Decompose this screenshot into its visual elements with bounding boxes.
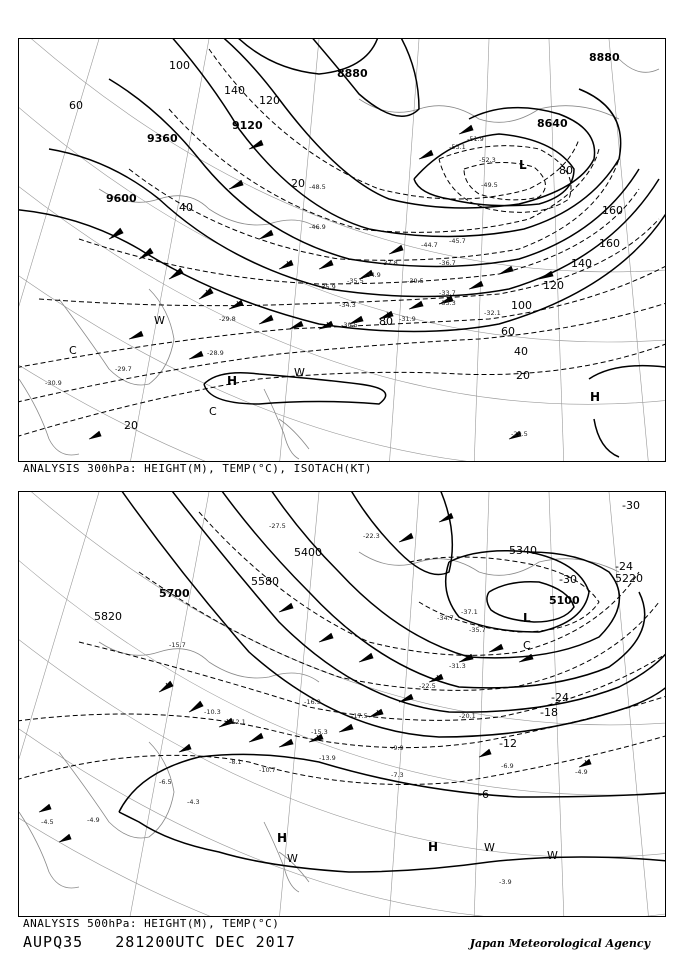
map-300hpa [19, 39, 665, 461]
temp-label: -8.1 [229, 758, 242, 766]
temp-label: -35.7 [469, 626, 486, 634]
temp-label: -29.5 [511, 430, 528, 438]
temp-observations-500 [41, 522, 588, 886]
temp-label: -22.3 [363, 532, 380, 540]
high-center: H [428, 840, 439, 854]
temp-label: -37.1 [461, 608, 478, 616]
temp-label: -6.5 [159, 778, 172, 786]
high-center: H [277, 831, 288, 845]
isotherm-label: -18 [540, 706, 558, 719]
temp-label: -30.9 [45, 379, 62, 387]
temp-label: -51.9 [467, 135, 484, 143]
isotach-label: 20 [291, 177, 305, 190]
graticule-latitude [19, 39, 665, 461]
temp-label: -4.9 [575, 768, 588, 776]
temp-label: -52.3 [479, 156, 496, 164]
temp-label: -4.9 [87, 816, 100, 824]
temp-label: -12.1 [229, 718, 246, 726]
height-label: 5580 [251, 575, 279, 588]
temp-label: -36.7 [439, 259, 456, 267]
temp-label: -15.3 [311, 728, 328, 736]
isotherm-label: -24 [615, 560, 633, 573]
temp-label: -22.5 [419, 682, 436, 690]
isotach-labels-300 [69, 59, 623, 432]
temp-label: -49.5 [481, 181, 498, 189]
temp-label: -46.9 [309, 223, 326, 231]
temp-label: -7.3 [391, 771, 404, 779]
temp-label: -10.3 [204, 708, 221, 716]
temp-label: -27.5 [269, 522, 286, 530]
high-center: H [227, 374, 238, 388]
temp-label: -44.7 [421, 241, 438, 249]
isotach-label: 20 [124, 419, 138, 432]
isotach-label: 160 [602, 204, 623, 217]
height-label: 5220 [615, 572, 643, 585]
chart-300hpa [18, 38, 666, 462]
temp-label: -48.5 [309, 183, 326, 191]
temp-label: -34.3 [339, 301, 356, 309]
height-label: 5700 [159, 587, 190, 600]
agency-name: Japan Meteorological Agency [469, 937, 650, 950]
temp-label: -6.9 [501, 762, 514, 770]
isotherm-label: -30 [559, 573, 577, 586]
temp-label: -10.7 [259, 766, 276, 774]
temp-label: -53.1 [449, 143, 466, 151]
temp-label: -4.3 [187, 798, 200, 806]
temp-label: -33.7 [439, 289, 456, 297]
bulletin-header [23, 933, 318, 951]
wind-barbs-300 [89, 125, 553, 439]
low-center: L [523, 611, 531, 625]
isotach-label: 140 [224, 84, 245, 97]
isotherm-label: -24 [551, 691, 569, 704]
cold-center: C [69, 344, 77, 357]
height-label: 5100 [549, 594, 580, 607]
warm-center: W [294, 366, 305, 379]
temp-label: -37.8 [381, 259, 398, 267]
temp-label: -30.5 [341, 321, 358, 329]
chart-500hpa [18, 491, 666, 917]
isotach-label: 100 [169, 59, 190, 72]
caption-500hpa: ANALYSIS 500hPa: HEIGHT(M), TEMP(°C) [23, 917, 280, 930]
temp-label: -3.9 [499, 878, 512, 886]
isotach-label: 40 [514, 345, 528, 358]
temp-label: -32.1 [484, 309, 501, 317]
isotach-label: 100 [511, 299, 532, 312]
temp-label: -34.9 [364, 271, 381, 279]
warm-center: W [547, 849, 558, 862]
isotach-label: 80 [559, 164, 573, 177]
height-contours-300 [19, 39, 665, 332]
temp-label: -16.9 [304, 698, 321, 706]
temp-label: -9.9 [391, 744, 404, 752]
high-center: H [590, 390, 601, 404]
low-center: L [519, 158, 527, 172]
warm-center: W [154, 314, 165, 327]
isotherm-labels-500 [478, 499, 640, 801]
temp-label: -29.8 [219, 315, 236, 323]
cold-center: C [209, 405, 217, 418]
height-label: 9600 [106, 192, 137, 205]
isotherm-label: -12 [499, 737, 517, 750]
temp-label: -4.5 [41, 818, 54, 826]
height-label: 5340 [509, 544, 537, 557]
temp-label: -15.7 [169, 641, 186, 649]
warm-center: W [287, 852, 298, 865]
isotach-label: 160 [599, 237, 620, 250]
temp-label: -31.9 [399, 315, 416, 323]
temp-label: -20.1 [459, 712, 476, 720]
isotach-label: 60 [501, 325, 515, 338]
isotach-label: 140 [571, 257, 592, 270]
temp-label: -28.9 [207, 349, 224, 357]
temp-label: -45.7 [449, 237, 466, 245]
isotach-label: 40 [179, 201, 193, 214]
caption-300hpa: ANALYSIS 300hPa: HEIGHT(M), TEMP(°C), ISOTACH(KT) [23, 462, 373, 475]
height-label: 8640 [537, 117, 568, 130]
temp-label: -34.7 [437, 614, 454, 622]
isotherm-label: -30 [622, 499, 640, 512]
isotherm-label: -6 [478, 788, 489, 801]
temp-label: -33.3 [439, 299, 456, 307]
height-label: 9120 [232, 119, 263, 132]
temp-label: -13.9 [319, 754, 336, 762]
isotach-label: 20 [516, 369, 530, 382]
height-label: 5820 [94, 610, 122, 623]
temp-label: -17.5 [351, 712, 368, 720]
warm-center: W [484, 841, 495, 854]
temp-label: -29.7 [115, 365, 132, 373]
map-500hpa [19, 492, 665, 916]
valid-time: 281200UTC DEC 2017 [115, 933, 296, 951]
isotach-label: 80 [379, 315, 393, 328]
height-label: 8880 [589, 51, 620, 64]
temp-label: -35.9 [319, 283, 336, 291]
isotach-label: 120 [259, 94, 280, 107]
high-contour-300 [204, 366, 665, 457]
isotachs-300 [19, 49, 665, 439]
cold-center: C [523, 639, 531, 652]
height-labels-300 [106, 51, 620, 205]
isotach-label: 120 [543, 279, 564, 292]
temp-label: -39.5 [407, 277, 424, 285]
height-label: 9360 [147, 132, 178, 145]
temp-label: -35.5 [347, 277, 364, 285]
height-contours-500 [119, 492, 665, 737]
temp-label: -31.3 [449, 662, 466, 670]
height-label: 5400 [294, 546, 322, 559]
bulletin-id: AUPQ35 [23, 933, 84, 951]
height-label: 8880 [337, 67, 368, 80]
isotach-label: 60 [69, 99, 83, 112]
